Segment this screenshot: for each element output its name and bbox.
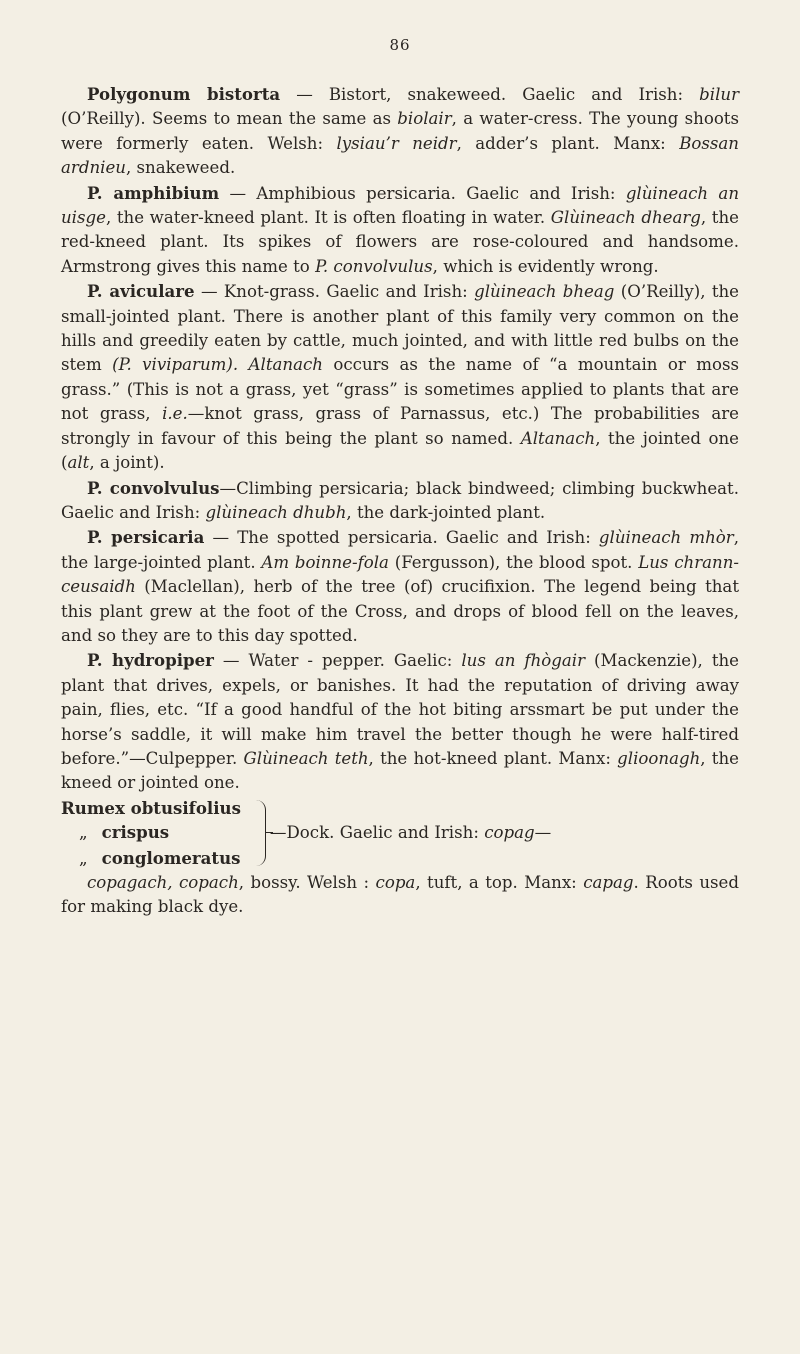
text-run: , tuft, a top. Manx:	[415, 873, 584, 892]
text-run: , the dark-jointed plant.	[346, 502, 546, 522]
text-run: , which is evidently wrong.	[432, 256, 659, 276]
text-run: —Climbing persicaria; black bindweed; climbing buckwheat. Gaelic and Irish:	[61, 478, 739, 522]
italic-term: glioonagh	[617, 748, 701, 768]
italic-term: Glùineach dhearg	[550, 208, 701, 228]
text-run: —	[534, 823, 552, 843]
italic-term: i.e.	[162, 404, 188, 424]
italic-term: biolair	[397, 109, 452, 129]
italic-term: copag	[484, 823, 535, 843]
italic-term: Altanach	[520, 428, 596, 448]
rumex-species: „ conglomeratus	[79, 847, 241, 868]
text-run	[238, 355, 248, 374]
ditto-mark: „	[79, 823, 88, 843]
rumex-species-list	[61, 796, 241, 871]
italic-term: glùineach bheag	[474, 282, 615, 302]
text-run: (Fergusson), the blood spot.	[388, 552, 639, 572]
rumex-entry	[61, 796, 739, 871]
italic-term: glùineach an uisge	[61, 183, 740, 228]
text-run: . Roots used for making black dye.	[61, 873, 739, 917]
rumex-species: Rumex obtusifolius	[61, 797, 241, 818]
entry-headword: P. convolvulus	[87, 477, 220, 498]
brace	[255, 800, 266, 866]
text-run: occurs as the name of “a mountain or moss grass.” (This is not a grass, yet “grass” is sometimes applied to plants that are not grass,	[61, 355, 740, 424]
entry-headword: P. hydropiper	[87, 650, 214, 671]
italic-term: lysiau’r neidr	[336, 133, 457, 153]
entries-list	[61, 82, 739, 796]
text-run: , the water-kneed plant. It is often floating in water.	[105, 208, 551, 228]
text-run: —knot grass, grass of Parnassus, etc.) The probabilities are strongly in favour of this being the plant so named.	[61, 404, 739, 448]
rumex-description	[270, 821, 551, 845]
italic-term: copagach, copach	[87, 873, 239, 892]
italic-term: Bossan ardnieu	[61, 133, 739, 178]
italic-term: Lus chrann-ceusaidh	[61, 552, 740, 597]
text-run: (O’Reilly). Seems to mean the same as	[61, 109, 398, 129]
page-number: 86	[389, 36, 411, 54]
text-run: — Knot-grass. Gaelic and Irish:	[194, 282, 475, 302]
italic-term: Altanach	[248, 355, 323, 375]
text-run: , the kneed or jointed one.	[61, 748, 739, 793]
text-run: , snakeweed.	[125, 158, 236, 178]
italic-term: copa	[375, 873, 416, 892]
text-run: , a water-cress. The young shoots were formerly eaten. Welsh:	[61, 109, 739, 153]
text-run: (Maclellan), herb of the tree (of) crucifixion. The legend being that this plant grew at the foot of the Cross, and drops of blood fell on the leaves, and so they are to this day spotted.	[61, 577, 739, 645]
text-run: — The spotted persicaria. Gaelic and Irish:	[204, 528, 599, 548]
text-run: , a joint).	[89, 453, 165, 473]
italic-term: Glùineach teth	[243, 748, 369, 768]
text-run: , the red-kneed plant. Its spikes of flowers are rose-coloured and handsome. Armstrong gives this name to	[61, 208, 739, 276]
entry-headword: P. aviculare	[87, 281, 195, 302]
entry-headword: P. amphibium	[87, 182, 220, 203]
entry-headword: P. persicaria	[87, 527, 205, 548]
italic-term: lus an fhògair	[461, 651, 586, 671]
text-run: , adder’s plant. Manx:	[456, 133, 680, 153]
text-run: , the jointed one (	[61, 428, 739, 473]
entry-paragraph	[61, 648, 739, 795]
entry-headword: Polygonum bistorta	[87, 84, 281, 104]
entry-paragraph	[61, 476, 739, 526]
text-run: — Amphibious persicaria. Gaelic and Irish:	[219, 183, 626, 203]
text-run: —Dock. Gaelic and Irish:	[269, 823, 485, 843]
italic-term: alt	[67, 453, 90, 473]
italic-term: glùineach mhòr	[598, 528, 734, 548]
rumex-species: „ crispus	[79, 822, 170, 843]
entry-paragraph	[61, 525, 739, 648]
italic-term: capag	[583, 873, 634, 892]
italic-term: glùineach dhubh	[205, 502, 347, 522]
italic-term: bilur	[699, 85, 739, 104]
text-run: — Water - pepper. Gaelic:	[213, 651, 462, 671]
ditto-mark: „	[79, 848, 88, 868]
text-block	[61, 82, 739, 920]
text-run: , bossy. Welsh :	[238, 873, 376, 892]
rumex-continuation	[61, 871, 739, 920]
italic-term: P. convolvulus	[315, 256, 433, 276]
entry-paragraph	[61, 279, 739, 475]
text-run: (Mackenzie), the plant that drives, expels, or banishes. It had the reputation of driving away pain, flies, etc. “If a good handful of the hot biting arssmart be put under the horse’s saddle, it will make him travel the better though he were half-tired before.”—Culpepper.	[61, 651, 740, 768]
text-run: (O’Reilly), the small-jointed plant. There is another plant of this family very common on the hills and greedily eaten by cattle, much jointed, and with little red bulbs on the stem	[61, 282, 740, 375]
entry-paragraph	[61, 181, 739, 280]
entry-paragraph	[61, 82, 739, 181]
italic-term: (P. viviparum).	[112, 355, 239, 375]
text-run: — Bistort, snakeweed. Gaelic and Irish:	[280, 85, 700, 104]
italic-term: Am boinne-fola	[261, 552, 389, 572]
text-run: , the hot-kneed plant. Manx:	[368, 748, 618, 768]
text-run: , the large-jointed plant.	[61, 528, 739, 572]
